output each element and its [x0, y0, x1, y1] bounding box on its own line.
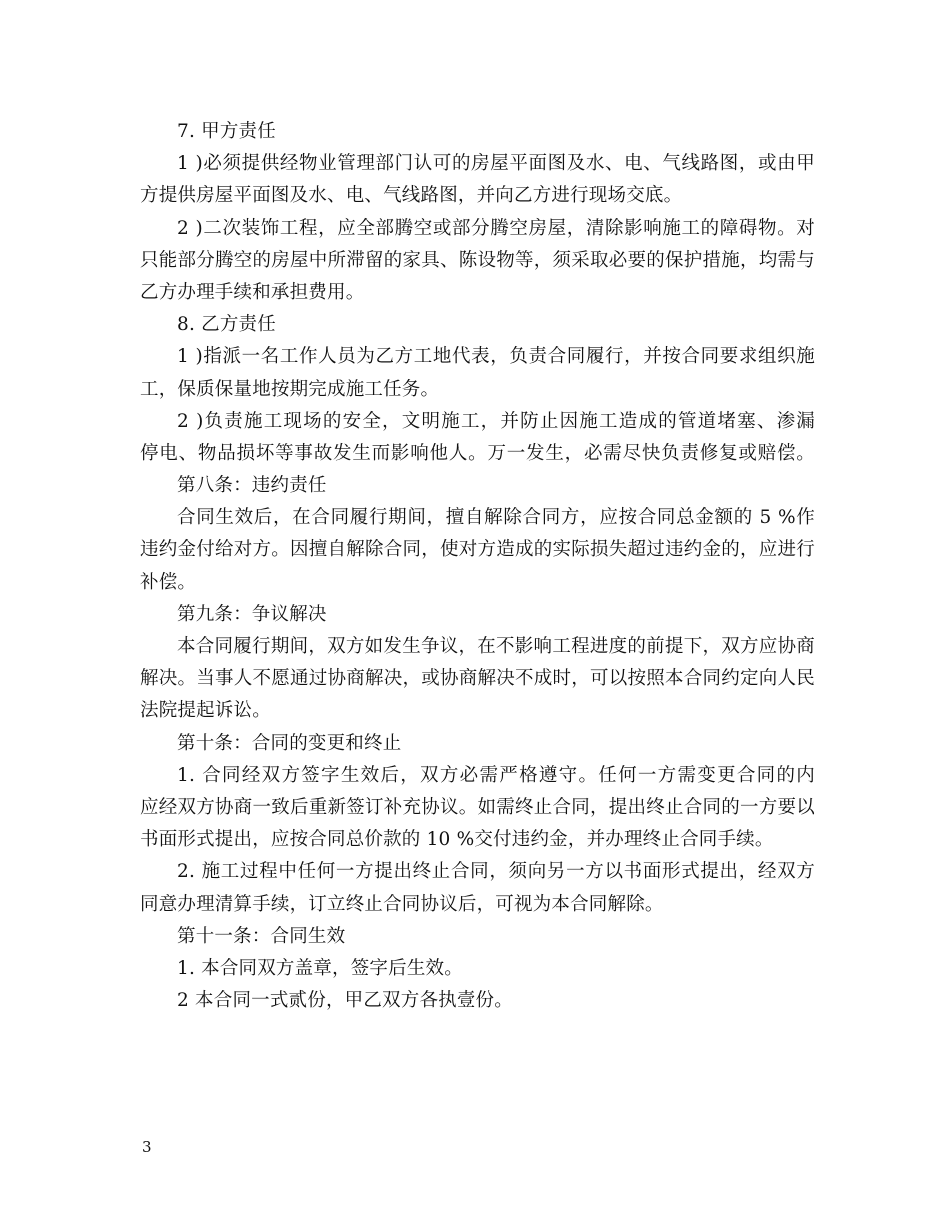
text-line: 方提供房屋平面图及水、电、气线路图，并向乙方进行现场交底。 [140, 185, 683, 207]
text-line: 8. 乙方责任 [177, 314, 276, 336]
text-line: 应经双方协商一致后重新签订补充协议。如需终止合同，提出终止合同的一方要以 [140, 796, 815, 818]
text-line: 2 本合同一式贰份，甲乙双方各执壹份。 [177, 990, 513, 1012]
page-number: 3 [142, 1138, 152, 1156]
text-line: 第十一条：合同生效 [177, 925, 346, 947]
text-line: 补偿。 [140, 571, 197, 593]
text-line: 工，保质保量地按期完成施工任务。 [140, 378, 440, 400]
text-line: 只能部分腾空的房屋中所滞留的家具、陈设物等，须采取必要的保护措施，均需与 [140, 249, 815, 271]
text-line: 解决。当事人不愿通过协商解决，或协商解决不成时，可以按照本合同约定向人民 [140, 668, 815, 690]
contract-body-text [140, 116, 815, 1017]
text-line: 法院提起诉讼。 [140, 700, 271, 722]
text-line: 乙方办理手续和承担费用。 [140, 281, 365, 303]
text-line: 2 )二次装饰工程，应全部腾空或部分腾空房屋，清除影响施工的障碍物。对 [177, 217, 815, 239]
text-line: 违约金付给对方。因擅自解除合同，使对方造成的实际损失超过违约金的，应进行 [140, 539, 815, 561]
text-line: 合同生效后，在合同履行期间，擅自解除合同方，应按合同总金额的 5 %作 [177, 507, 815, 529]
text-line: 1 )必须提供经物业管理部门认可的房屋平面图及水、电、气线路图，或由甲 [177, 153, 815, 175]
text-line: 书面形式提出，应按合同总价款的 10 %交付违约金，并办理终止合同手续。 [140, 829, 774, 851]
text-line: 1. 合同经双方签字生效后，双方必需严格遵守。任何一方需变更合同的内 [177, 764, 815, 786]
text-line: 1. 本合同双方盖章，签字后生效。 [177, 957, 463, 979]
text-line: 第八条：违约责任 [177, 475, 327, 497]
text-line: 2. 施工过程中任何一方提出终止合同，须向另一方以书面形式提出，经双方 [177, 861, 815, 883]
text-line: 本合同履行期间，双方如发生争议，在不影响工程进度的前提下，双方应协商 [177, 636, 815, 657]
text-line: 停电、物品损坏等事故发生而影响他人。万一发生，必需尽快负责修复或赔偿。 [140, 442, 815, 464]
text-line: 同意办理清算手续，订立终止合同协议后，可视为本合同解除。 [140, 893, 664, 915]
text-line: 第十条：合同的变更和终止 [177, 732, 402, 754]
text-line: 第九条：争议解决 [177, 603, 327, 625]
text-line: 2 )负责施工现场的安全，文明施工，并防止因施工造成的管道堵塞、渗漏 [177, 410, 815, 432]
text-line: 7. 甲方责任 [177, 121, 276, 142]
text-line: 1 )指派一名工作人员为乙方工地代表，负责合同履行，并按合同要求组织施 [177, 346, 815, 368]
